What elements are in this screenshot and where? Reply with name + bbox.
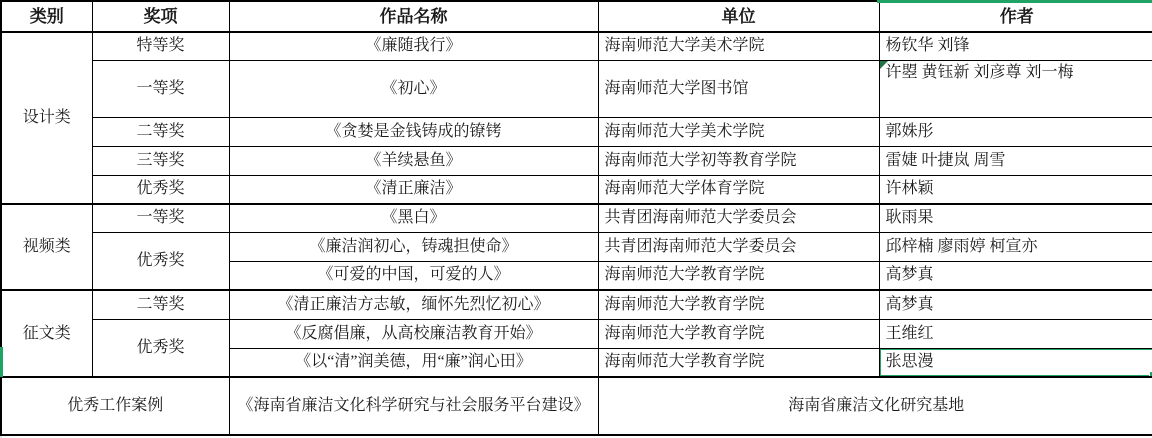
work-title-cell[interactable]: 《廉洁润初心，铸魂担使命》: [229, 232, 598, 261]
table-row: [1, 290, 1152, 319]
table-row: [1, 232, 1152, 261]
unit-cell[interactable]: 海南师范大学教育学院: [598, 261, 879, 290]
work-title-cell[interactable]: 《贪婪是金钱铸成的镣铐: [229, 117, 598, 146]
unit-cell[interactable]: 共青团海南师范大学委员会: [598, 204, 879, 232]
work-title-cell[interactable]: 《廉随我行》: [229, 32, 598, 60]
footer-label-cell[interactable]: 优秀工作案例: [1, 377, 229, 435]
author-cell[interactable]: [879, 60, 1152, 117]
work-title-cell[interactable]: 《以“清”润美德，用“廉”润心田》: [229, 348, 598, 377]
selection-edge-left: [0, 347, 3, 377]
award-cell[interactable]: 一等奖: [92, 60, 229, 117]
unit-cell[interactable]: 海南师范大学美术学院: [598, 32, 879, 60]
work-title-cell[interactable]: 《黑白》: [229, 204, 598, 232]
table-header-row: [1, 1, 1152, 32]
category-cell[interactable]: 设计类: [1, 32, 92, 204]
author-cell[interactable]: 耿雨果: [879, 204, 1152, 232]
unit-cell[interactable]: 海南师范大学教育学院: [598, 348, 879, 377]
footer-unit-cell[interactable]: 海南省廉洁文化研究基地: [598, 377, 1152, 435]
award-cell[interactable]: 优秀奖: [92, 175, 229, 204]
work-title-cell[interactable]: 《可爱的中国，可爱的人》: [229, 261, 598, 290]
header-category[interactable]: 类别: [1, 1, 92, 32]
author-cell[interactable]: 郭姝彤: [879, 117, 1152, 146]
author-text: 张思漫: [885, 353, 934, 371]
author-cell[interactable]: 许林颖: [879, 175, 1152, 204]
table-row: [1, 60, 1152, 117]
selection-edge-top: [877, 0, 1152, 3]
award-cell[interactable]: 二等奖: [92, 117, 229, 146]
header-unit[interactable]: 单位: [598, 1, 879, 32]
author-cell[interactable]: 邱梓楠 廖雨婷 柯宣亦: [879, 232, 1152, 261]
unit-cell[interactable]: 海南师范大学教育学院: [598, 290, 879, 319]
footer-title-cell[interactable]: 《海南省廉洁文化科学研究与社会服务平台建设》: [229, 377, 598, 435]
table-row: [1, 377, 1152, 435]
author-cell[interactable]: 高梦真: [879, 290, 1152, 319]
table-row: [1, 32, 1152, 60]
work-title-cell[interactable]: 《清正廉洁方志敏，缅怀先烈忆初心》: [229, 290, 598, 319]
author-cell[interactable]: 杨钦华 刘锋: [879, 32, 1152, 60]
unit-cell[interactable]: 海南师范大学教育学院: [598, 319, 879, 348]
category-cell[interactable]: 视频类: [1, 204, 92, 290]
header-work[interactable]: 作品名称: [229, 1, 598, 32]
unit-cell[interactable]: 海南师范大学初等教育学院: [598, 146, 879, 175]
category-cell[interactable]: 征文类: [1, 290, 92, 377]
author-cell[interactable]: 高梦真: [879, 261, 1152, 290]
award-cell[interactable]: 三等奖: [92, 146, 229, 175]
header-author[interactable]: 作者: [879, 1, 1152, 32]
award-cell[interactable]: 二等奖: [92, 290, 229, 319]
author-cell[interactable]: 王维红: [879, 319, 1152, 348]
author-text: 许曌 黄钰新 刘彦尊 刘一梅: [885, 63, 1074, 81]
award-cell[interactable]: 特等奖: [92, 32, 229, 60]
unit-cell[interactable]: 海南师范大学美术学院: [598, 117, 879, 146]
award-cell[interactable]: 优秀奖: [92, 319, 229, 377]
unit-cell[interactable]: 海南师范大学体育学院: [598, 175, 879, 204]
author-cell[interactable]: 雷婕 叶捷岚 周雪: [879, 146, 1152, 175]
work-title-cell[interactable]: 《反腐倡廉，从高校廉洁教育开始》: [229, 319, 598, 348]
table-row: [1, 117, 1152, 146]
note-marker-icon: [880, 61, 888, 69]
unit-cell[interactable]: 海南师范大学图书馆: [598, 60, 879, 117]
unit-cell[interactable]: 共青团海南师范大学委员会: [598, 232, 879, 261]
header-award[interactable]: 奖项: [92, 1, 229, 32]
work-title-cell[interactable]: 《清正廉洁》: [229, 175, 598, 204]
award-cell[interactable]: 一等奖: [92, 204, 229, 232]
work-title-cell[interactable]: 《羊续悬鱼》: [229, 146, 598, 175]
work-title-cell[interactable]: 《初心》: [229, 60, 598, 117]
table-row: [1, 146, 1152, 175]
table-row: [1, 175, 1152, 204]
award-cell[interactable]: 优秀奖: [92, 232, 229, 290]
table-row: [1, 319, 1152, 348]
table-row: [1, 204, 1152, 232]
author-cell-selected[interactable]: [879, 348, 1152, 377]
